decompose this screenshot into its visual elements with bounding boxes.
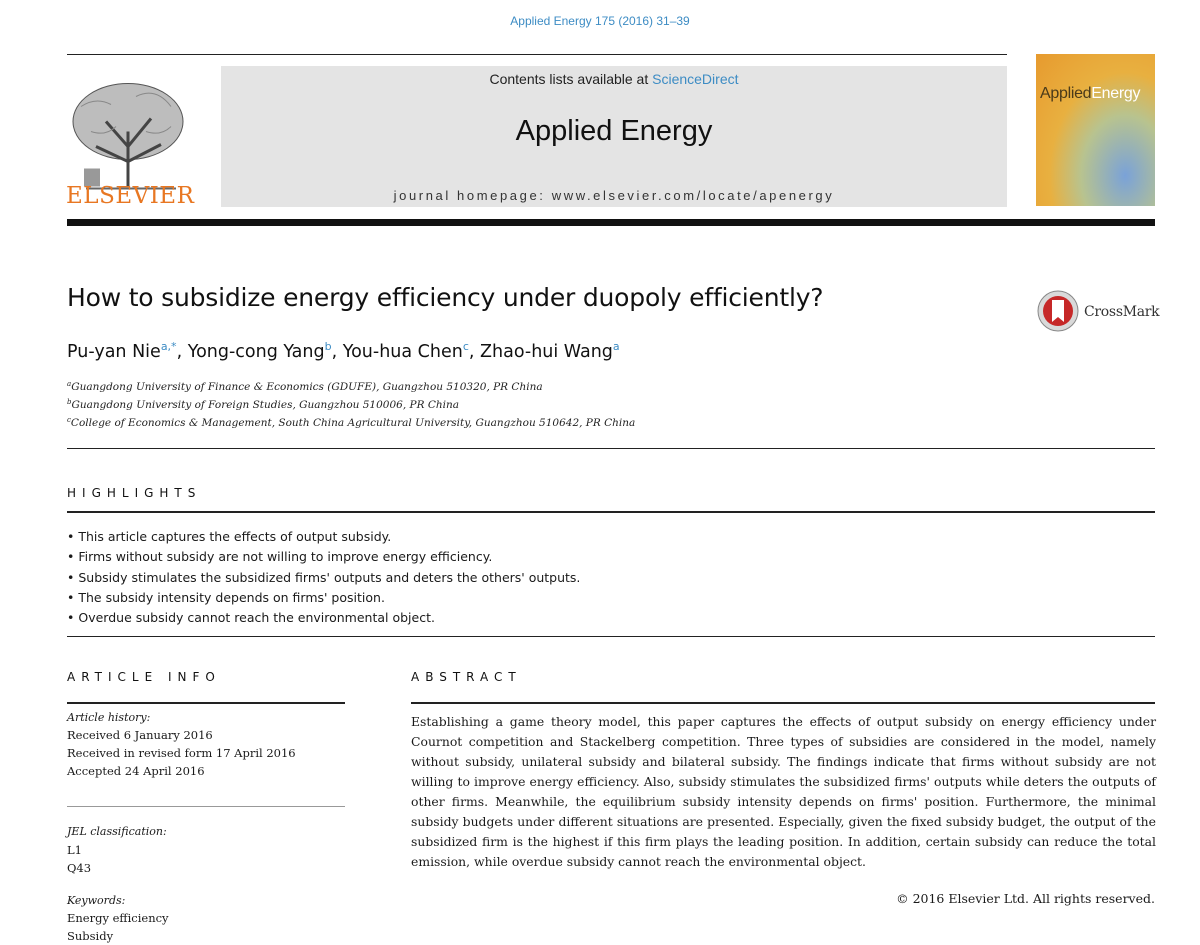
jel-code: Q43 [67, 861, 92, 875]
journal-title: Applied Energy [515, 115, 713, 147]
highlight-item: • Overdue subsidy cannot reach the environmental object. [67, 610, 435, 625]
journal-citation[interactable]: Applied Energy 175 (2016) 31–39 [510, 14, 690, 28]
jel-code: L1 [67, 843, 82, 857]
author-separator: , [468, 342, 481, 362]
divider [67, 448, 1155, 449]
revised-date: Received in revised form 17 April 2016 [67, 746, 296, 760]
article-info-divider [67, 806, 345, 807]
highlight-item: • This article captures the effects of output subsidy. [67, 529, 392, 544]
keyword: Subsidy [67, 929, 114, 943]
affiliation-mark: b [67, 398, 72, 406]
contents-availability [221, 71, 1007, 87]
cover-title-part1: Applied [1040, 85, 1092, 102]
accepted-date: Accepted 24 April 2016 [67, 764, 205, 778]
highlight-text: Overdue subsidy cannot reach the environmental object. [78, 610, 435, 625]
highlight-text: Firms without subsidy are not willing to improve energy efficiency. [78, 549, 493, 564]
author-separator: , [331, 342, 343, 362]
jel-label: JEL classification: [67, 825, 167, 838]
copyright-notice: © 2016 Elsevier Ltd. All rights reserved. [896, 891, 1155, 906]
abstract-heading: ABSTRACT [411, 670, 522, 684]
affiliation-text: Guangdong University of Foreign Studies, Guangzhou 510006, PR China [71, 399, 459, 411]
author-name[interactable]: You-hua Chen [342, 342, 463, 362]
author-affiliation-mark[interactable]: a [612, 340, 620, 353]
affiliation-text: College of Economics & Management, South China Agricultural University, Guangzhou 510642, PR China [70, 417, 636, 429]
highlight-item: • Firms without subsidy are not willing to improve energy efficiency. [67, 549, 493, 564]
highlight-text: Subsidy stimulates the subsidized firms' outputs and deters the others' outputs. [78, 570, 581, 585]
affiliation [67, 416, 635, 429]
affiliation [67, 380, 543, 393]
keywords-label: Keywords: [67, 894, 126, 907]
crossmark-icon[interactable] [1037, 290, 1079, 332]
author-list [67, 340, 620, 362]
highlight-item: • The subsidy intensity depends on firms' position. [67, 590, 385, 605]
sciencedirect-link[interactable]: ScienceDirect [652, 71, 739, 87]
journal-cover-image[interactable] [1036, 54, 1155, 206]
highlights-bottom-rule [67, 636, 1155, 637]
affiliation-mark: c [67, 416, 71, 424]
highlight-text: This article captures the effects of output subsidy. [78, 529, 392, 544]
header-top-rule [67, 54, 1007, 55]
keyword: Energy efficiency [67, 911, 169, 925]
abstract-rule [411, 702, 1155, 704]
crossmark-label[interactable]: CrossMark [1084, 304, 1160, 320]
highlight-text: The subsidy intensity depends on firms' position. [78, 590, 385, 605]
highlight-item: • Subsidy stimulates the subsidized firms' outputs and deters the others' outputs. [67, 570, 581, 585]
history-label: Article history: [67, 711, 151, 724]
author-affiliation-mark[interactable]: b [324, 340, 332, 353]
cover-title-part2: Energy [1091, 85, 1141, 102]
journal-homepage[interactable]: journal homepage: www.elsevier.com/locate/apenergy [393, 188, 835, 203]
article-info-rule [67, 702, 345, 704]
author-name[interactable]: Yong-cong Yang [187, 342, 325, 362]
author-affiliation-mark[interactable]: a,* [160, 340, 177, 353]
elsevier-wordmark[interactable]: ELSEVIER [66, 183, 195, 209]
author-name[interactable]: Zhao-hui Wang [480, 342, 613, 362]
article-info-heading: ARTICLE INFO [67, 670, 221, 684]
author-name[interactable]: Pu-yan Nie [67, 342, 161, 362]
received-date: Received 6 January 2016 [67, 728, 213, 742]
author-separator: , [176, 342, 188, 362]
abstract-text: Establishing a game theory model, this paper captures the effects of output subsidy on energy efficiency under Cournot competition and Stackelberg competition. Three types of subsidies are considered in the model, namely without subsidy, unilateral subsidy and bilateral subsidy. The findings indicate that firms without subsidy are not willing to improve energy efficiency. Also, subsidy stimulates the subsidized firms' outputs while deters the outputs of other firms. Meanwhile, the equilibrium subsidy intensity depends on firms' position. Furthermore, the minimal subsidy budgets under different situations are presented. Especially, given the fixed subsidy budget, the output of the subsidized firm is the highest if this firm plays the leading position. In addition, certain subsidy can reduce the total emission, while overdue subsidy cannot reach the environmental object. [411, 714, 1156, 869]
header-bottom-rule [67, 219, 1155, 226]
highlights-heading: HIGHLIGHTS [67, 486, 202, 500]
affiliation-mark: a [67, 380, 72, 388]
author-affiliation-mark[interactable]: c [462, 340, 469, 353]
affiliation-text: Guangdong University of Finance & Economics (GDUFE), Guangzhou 510320, PR China [71, 381, 543, 393]
highlights-top-rule [67, 511, 1155, 513]
affiliation [67, 398, 459, 411]
article-title: How to subsidize energy efficiency under duopoly efficiently? [67, 283, 824, 312]
journal-cover-title [1040, 85, 1140, 103]
contents-prefix: Contents lists available at [489, 71, 653, 87]
